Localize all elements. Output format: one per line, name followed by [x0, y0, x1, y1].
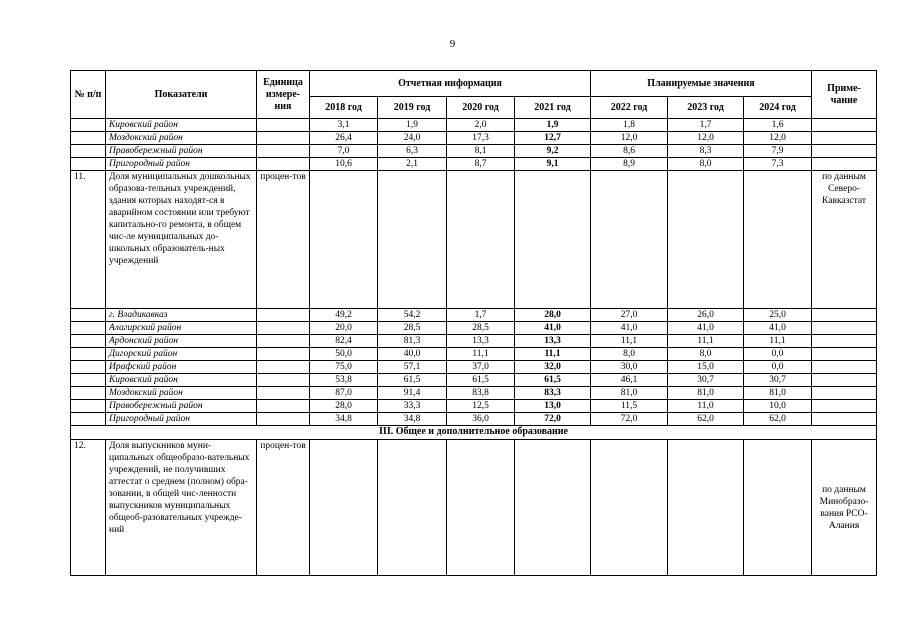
- value-cell: 62,0: [744, 413, 812, 426]
- value-cell: 2,0: [447, 119, 515, 132]
- note-text: по данным Северо-Кавказстат: [812, 171, 877, 309]
- header-year: 2024 год: [744, 97, 812, 119]
- value-cell: 12,0: [591, 132, 668, 145]
- value-cell: 54,2: [378, 309, 447, 322]
- value-cell: 49,2: [310, 309, 378, 322]
- value-cell: 40,0: [378, 348, 447, 361]
- value-cell: 32,0: [515, 361, 591, 374]
- value-cell: 41,0: [591, 322, 668, 335]
- value-cell: 7,0: [310, 145, 378, 158]
- value-cell: 12,5: [447, 400, 515, 413]
- value-cell: 3,1: [310, 119, 378, 132]
- value-cell: 1,7: [447, 309, 515, 322]
- district-row: [71, 145, 877, 158]
- value-cell: 1,7: [668, 119, 744, 132]
- header-plan-group: Планируемые значения: [591, 71, 812, 97]
- value-cell: 9,1: [515, 158, 591, 171]
- district-name: г. Владикавказ: [106, 309, 257, 322]
- header-year: 2020 год: [447, 97, 515, 119]
- value-cell: 36,0: [447, 413, 515, 426]
- value-cell: 53,8: [310, 374, 378, 387]
- indicator-text: Доля муниципальных дошкольных образова-тельных учреждений, здания которых находят-ся в аварийном состоянии или требуют капитально-го ремонта, в общем чис-ле муниципальных до-школьных образователь-ных учреждений: [106, 171, 257, 309]
- district-name: Правобережный район: [106, 400, 257, 413]
- value-cell: 75,0: [310, 361, 378, 374]
- value-cell: 34,8: [310, 413, 378, 426]
- district-name: Алагирский район: [106, 322, 257, 335]
- value-cell: 13,3: [447, 335, 515, 348]
- note-text: по данным Минобразо-вания РСО-Алания: [812, 440, 877, 576]
- value-cell: 72,0: [515, 413, 591, 426]
- value-cell: 11,5: [591, 400, 668, 413]
- value-cell: 12,0: [744, 132, 812, 145]
- header-year: 2022 год: [591, 97, 668, 119]
- value-cell: 62,0: [668, 413, 744, 426]
- value-cell: 15,0: [668, 361, 744, 374]
- item-number: 12.: [71, 440, 106, 576]
- value-cell: 50,0: [310, 348, 378, 361]
- value-cell: 61,5: [378, 374, 447, 387]
- value-cell: 11,1: [447, 348, 515, 361]
- value-cell: 81,0: [744, 387, 812, 400]
- district-name: Ардонский район: [106, 335, 257, 348]
- value-cell: 11,1: [591, 335, 668, 348]
- value-cell: 8,0: [668, 348, 744, 361]
- indicator-row-11: [71, 171, 877, 309]
- value-cell: 9,2: [515, 145, 591, 158]
- value-cell: 82,4: [310, 335, 378, 348]
- value-cell: 46,1: [591, 374, 668, 387]
- district-row: [71, 335, 877, 348]
- value-cell: 7,3: [744, 158, 812, 171]
- value-cell: 41,0: [668, 322, 744, 335]
- value-cell: 87,0: [310, 387, 378, 400]
- value-cell: 11,1: [515, 348, 591, 361]
- value-cell: 17,3: [447, 132, 515, 145]
- value-cell: 10,6: [310, 158, 378, 171]
- value-cell: 83,8: [447, 387, 515, 400]
- value-cell: 1,9: [515, 119, 591, 132]
- district-row: [71, 132, 877, 145]
- value-cell: 28,5: [447, 322, 515, 335]
- value-cell: 1,9: [378, 119, 447, 132]
- page-number: 9: [449, 38, 456, 50]
- district-row: [71, 322, 877, 335]
- header-unit: Единица измере-ния: [257, 71, 310, 119]
- district-name: Пригородный район: [106, 413, 257, 426]
- district-row: [71, 400, 877, 413]
- header-year: 2018 год: [310, 97, 378, 119]
- value-cell: 81,0: [591, 387, 668, 400]
- header-indicator: Показатели: [106, 71, 257, 119]
- value-cell: 81,0: [668, 387, 744, 400]
- indicators-table: [70, 70, 877, 576]
- value-cell: 26,4: [310, 132, 378, 145]
- value-cell: 8,1: [447, 145, 515, 158]
- value-cell: 41,0: [515, 322, 591, 335]
- value-cell: 91,4: [378, 387, 447, 400]
- unit-text: процен-тов: [257, 171, 310, 309]
- district-name: Пригородный район: [106, 158, 257, 171]
- district-row: [71, 413, 877, 426]
- indicator-text: Доля выпускников муни-ципальных общеобразо-вательных учреждений, не получивших аттестат о среднем (полном) обра-зовании, в общей чис-ленности выпускников муниципальных общеоб-разовательных учрежде-ний: [106, 440, 257, 576]
- district-row: [71, 348, 877, 361]
- value-cell: 8,0: [668, 158, 744, 171]
- district-row: [71, 119, 877, 132]
- value-cell: 11,1: [744, 335, 812, 348]
- value-cell: 28,5: [378, 322, 447, 335]
- district-name: Дигорский район: [106, 348, 257, 361]
- value-cell: 61,5: [447, 374, 515, 387]
- district-row: [71, 158, 877, 171]
- header-num: № п/п: [71, 71, 106, 119]
- value-cell: 6,3: [378, 145, 447, 158]
- value-cell: 61,5: [515, 374, 591, 387]
- value-cell: 11,1: [668, 335, 744, 348]
- district-row: [71, 361, 877, 374]
- value-cell: 1,6: [744, 119, 812, 132]
- section-heading-row: [71, 426, 877, 440]
- value-cell: 2,1: [378, 158, 447, 171]
- district-name: Моздокский район: [106, 387, 257, 400]
- value-cell: 30,7: [668, 374, 744, 387]
- district-name: Ирафский район: [106, 361, 257, 374]
- value-cell: 8,9: [591, 158, 668, 171]
- value-cell: 33,3: [378, 400, 447, 413]
- value-cell: 81,3: [378, 335, 447, 348]
- value-cell: 12,0: [668, 132, 744, 145]
- value-cell: 8,0: [591, 348, 668, 361]
- value-cell: 24,0: [378, 132, 447, 145]
- value-cell: 28,0: [310, 400, 378, 413]
- header-year: 2021 год: [515, 97, 591, 119]
- value-cell: 28,0: [515, 309, 591, 322]
- district-name: Правобережный район: [106, 145, 257, 158]
- value-cell: 30,0: [591, 361, 668, 374]
- value-cell: 27,0: [591, 309, 668, 322]
- value-cell: 10,0: [744, 400, 812, 413]
- header-year: 2019 год: [378, 97, 447, 119]
- value-cell: 8,7: [447, 158, 515, 171]
- district-name: Кировский район: [106, 119, 257, 132]
- value-cell: 30,7: [744, 374, 812, 387]
- value-cell: 12,7: [515, 132, 591, 145]
- section-heading: III. Общее и дополнительное образование: [71, 426, 877, 440]
- value-cell: 41,0: [744, 322, 812, 335]
- value-cell: 8,3: [668, 145, 744, 158]
- indicator-row-12: [71, 440, 877, 576]
- value-cell: 11,0: [668, 400, 744, 413]
- header-note: Приме-чание: [812, 71, 877, 119]
- value-cell: 0,0: [744, 348, 812, 361]
- district-name: Моздокский район: [106, 132, 257, 145]
- value-cell: 83,3: [515, 387, 591, 400]
- value-cell: 37,0: [447, 361, 515, 374]
- header-year: 2023 год: [668, 97, 744, 119]
- district-row: [71, 387, 877, 400]
- value-cell: 25,0: [744, 309, 812, 322]
- value-cell: 72,0: [591, 413, 668, 426]
- unit-text: процен-тов: [257, 440, 310, 576]
- value-cell: 13,3: [515, 335, 591, 348]
- district-row: [71, 309, 877, 322]
- value-cell: 8,6: [591, 145, 668, 158]
- item-number: 11.: [71, 171, 106, 309]
- value-cell: 57,1: [378, 361, 447, 374]
- value-cell: 7,9: [744, 145, 812, 158]
- value-cell: 13,0: [515, 400, 591, 413]
- value-cell: 1,8: [591, 119, 668, 132]
- value-cell: 20,0: [310, 322, 378, 335]
- value-cell: 26,0: [668, 309, 744, 322]
- district-row: [71, 374, 877, 387]
- district-name: Кировский район: [106, 374, 257, 387]
- header-report-group: Отчетная информация: [310, 71, 591, 97]
- value-cell: 34,8: [378, 413, 447, 426]
- value-cell: 0,0: [744, 361, 812, 374]
